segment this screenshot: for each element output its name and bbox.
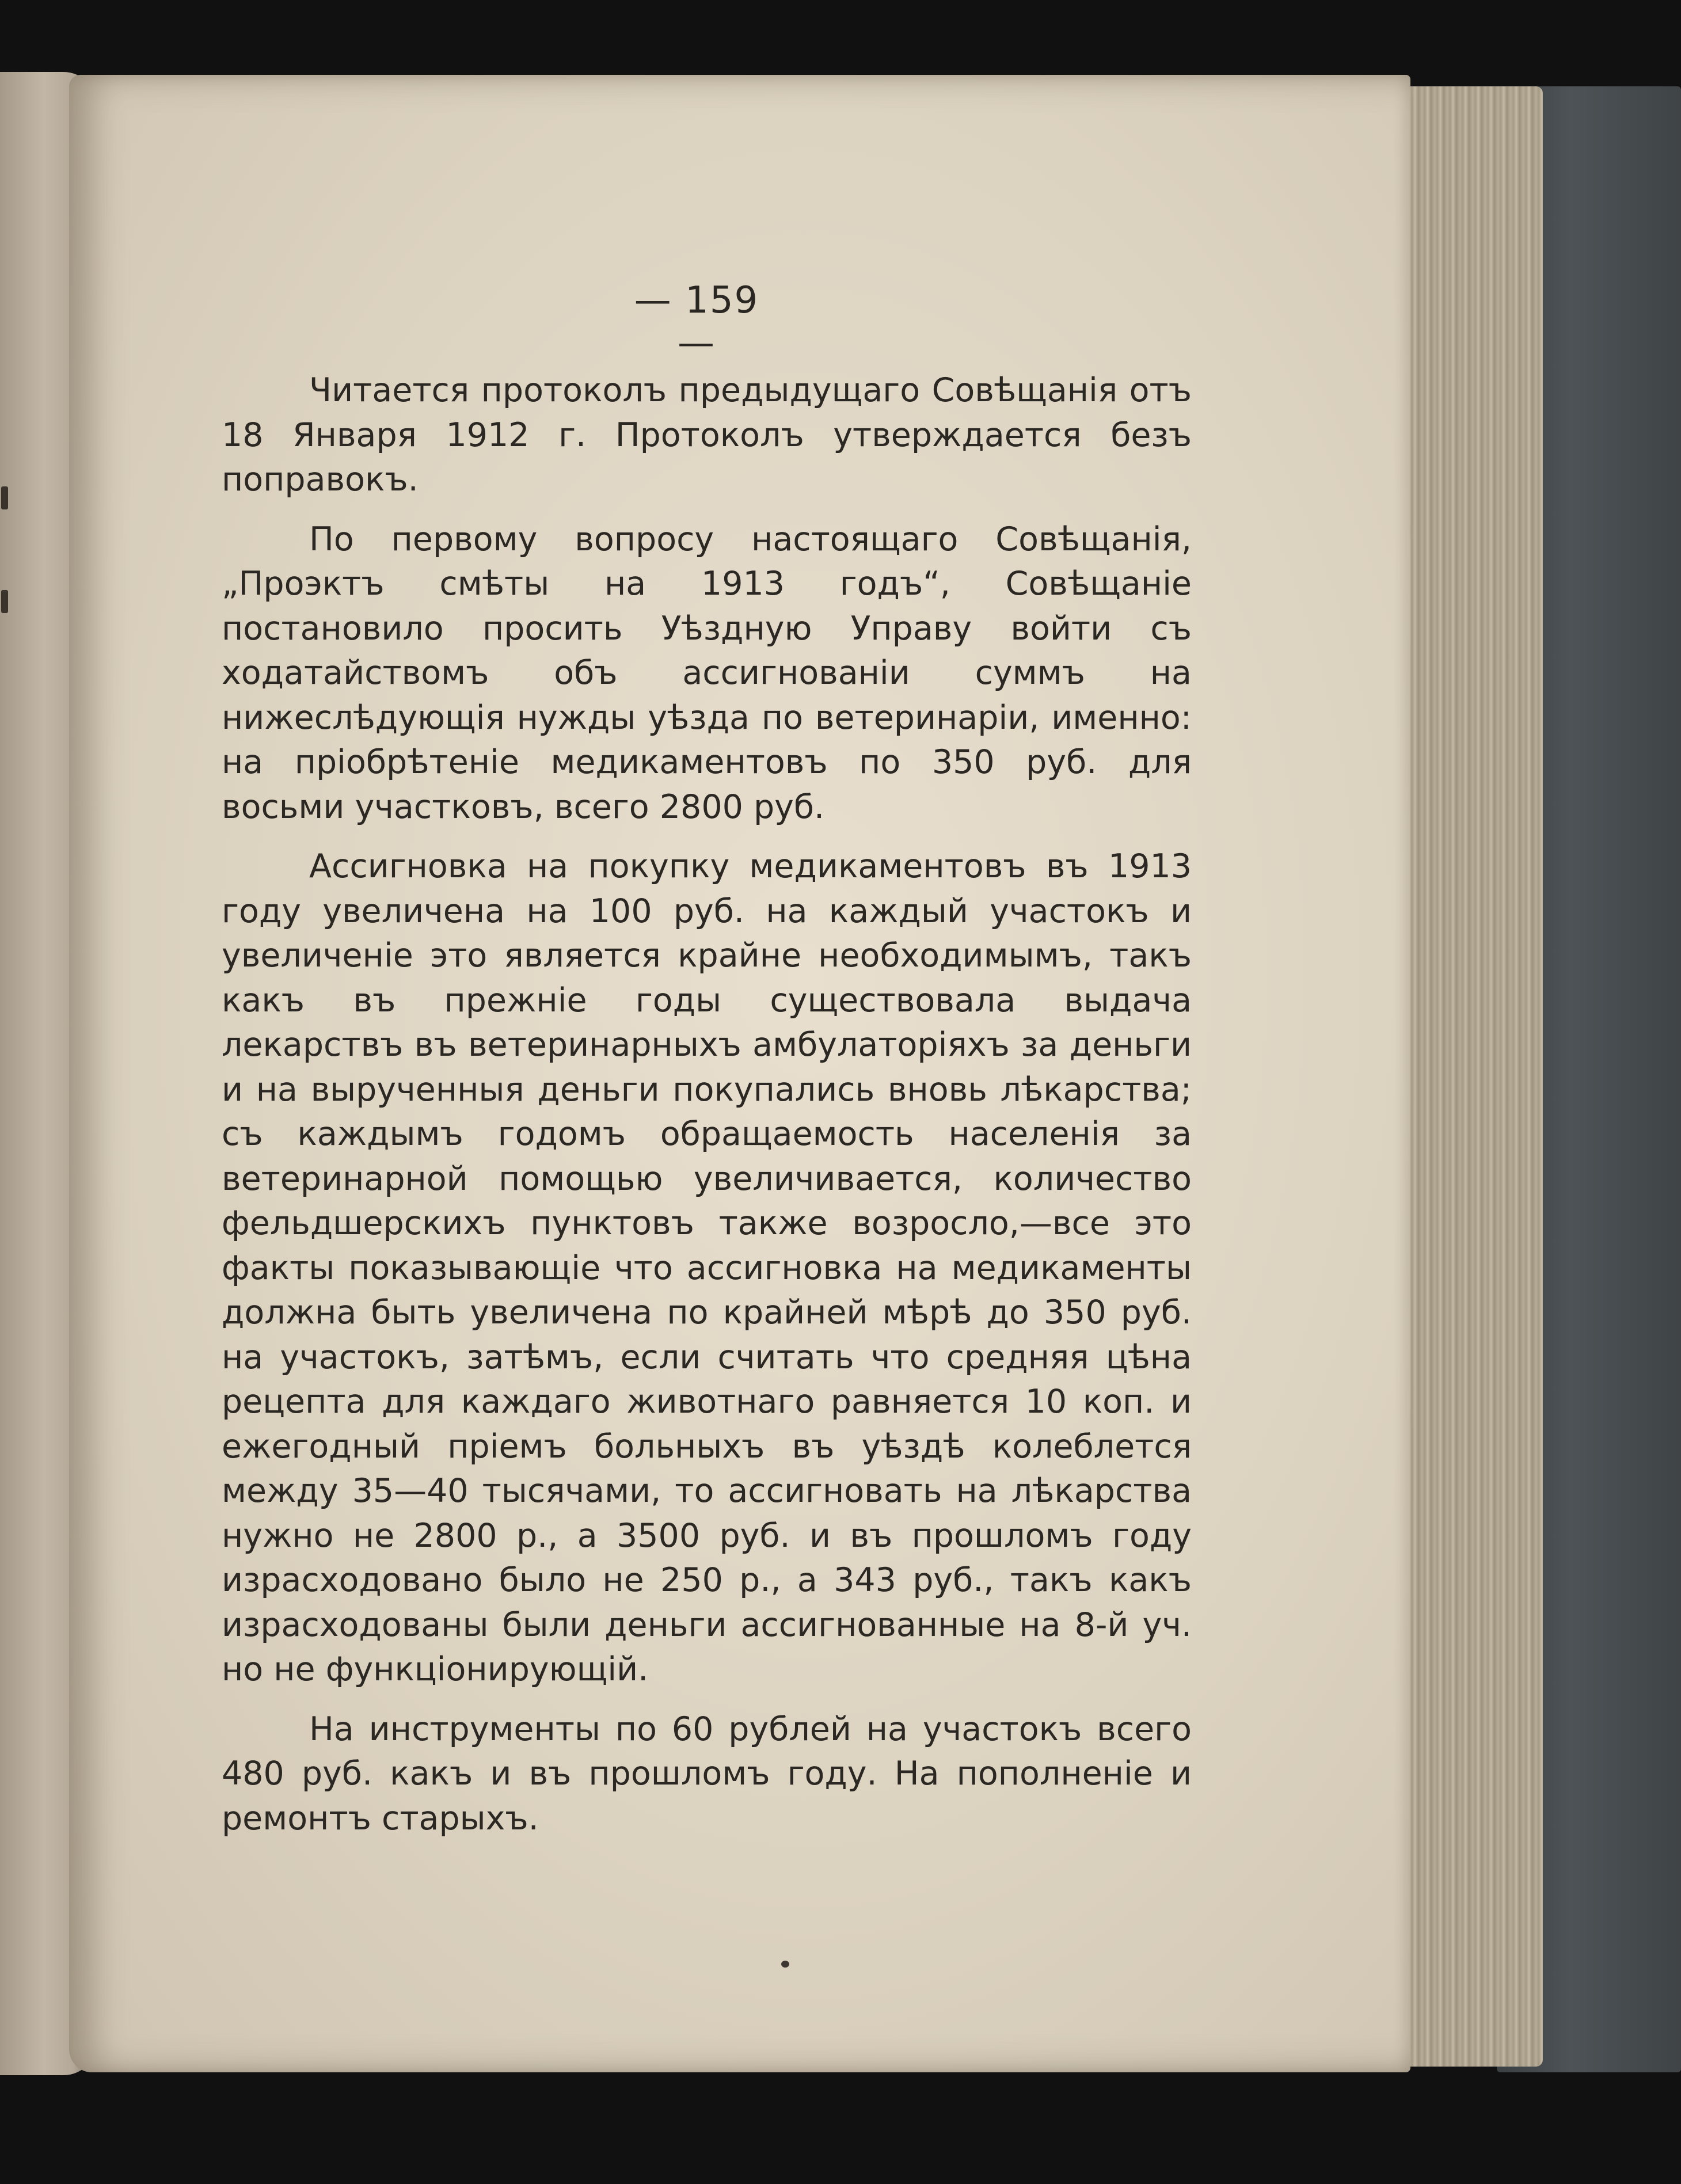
paragraph: Ассигновка на покупку медикаментовъ въ 1913 году увеличена на 100 руб. на каждый участокъ и увеличеніе это является крайне необходимымъ, такъ какъ въ прежніе годы существовала выдача лекарствъ въ ветеринарныхъ амбулаторіяхъ за деньги и на вырученныя деньги покупались вновь лѣкарства; съ каждымъ годомъ обращаемость населенія за ветеринарной помощью увеличивается, количество фельдшерскихъ пунктовъ также возросло,—все это факты показывающіе что ассигновка на медикаменты должна быть увеличена по крайней мѣрѣ до 350 руб. на участокъ, затѣмъ, если считать что средняя цѣна рецепта для каждаго животнаго равняется 10 коп. и ежегодный пріемъ больныхъ въ уѣздѣ колеблется между 35—40 тысячами, то ассигновать на лѣкарства нужно не 2800 р., а 3500 руб. и въ прошломъ году израсходовано было не 250 р., а 343 руб., такъ какъ израсходованы были деньги ассигнованные на 8-й уч. но не функціонирующій. — [222, 847, 1192, 1688]
page-block-edges — [1393, 86, 1543, 2067]
paragraph: Читается протоколъ предыдущаго Совѣщанія отъ 18 Января 1912 г. Протоколъ утверждается безъ поправокъ. — [222, 371, 1192, 499]
ink-speck — [781, 1961, 789, 1968]
previous-page-ghost-glyph — [1, 486, 8, 509]
book-page — [69, 75, 1410, 2072]
previous-page-ghost-glyph — [1, 590, 8, 613]
paragraph: На инструменты по 60 рублей на участокъ всего 480 руб. какъ и въ прошломъ году. На пополненіе и ремонтъ старыхъ. — [222, 1710, 1192, 1837]
page-text — [222, 368, 1192, 1856]
paragraph: По первому вопросу настоящаго Совѣщанія, „Проэктъ смѣты на 1913 годъ“, Совѣщаніе постановило просить Уѣздную Управу войти съ ходатайствомъ объ ассигнованіи суммъ на нижеслѣдующія нужды уѣзда по ветеринаріи, именно: на пріобрѣтеніе медикаментовъ по 350 руб. для восьми участковъ, всего 2800 руб. — [222, 520, 1192, 826]
page-number: — 159 — — [634, 279, 759, 364]
